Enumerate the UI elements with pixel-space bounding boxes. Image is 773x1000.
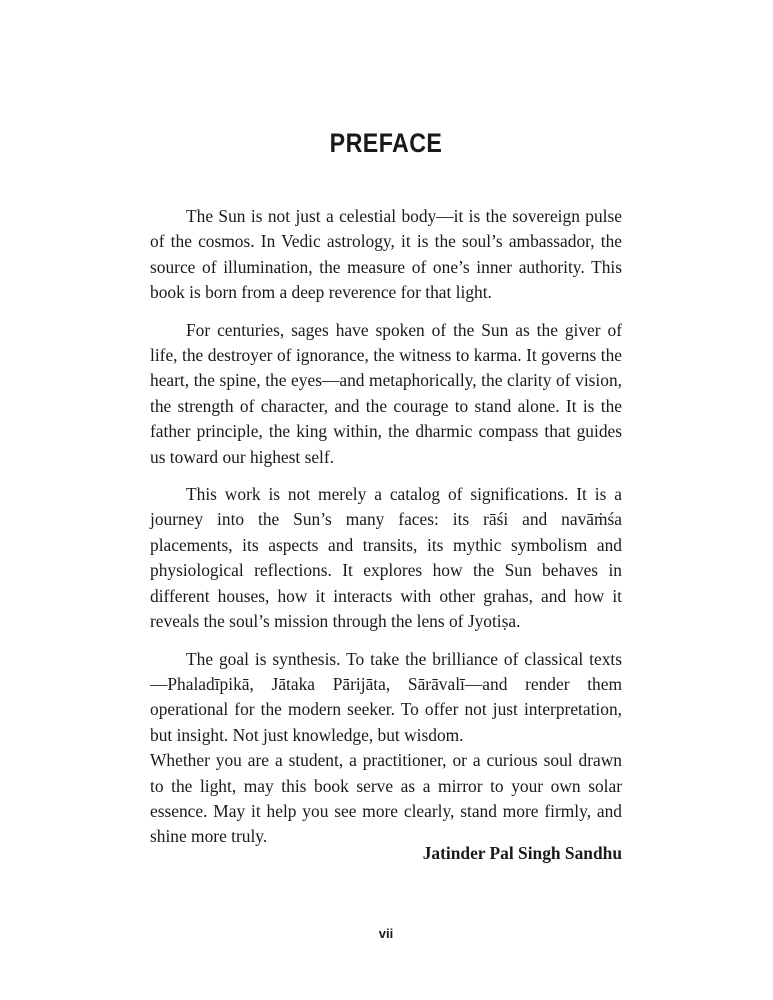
preface-body [150, 204, 622, 850]
paragraph-3: This work is not merely a catalog of significations. It is a journey into the Sun’s many faces: its rāśi and navāṁśa placements, its aspects and transits, its mythic symbolism and physiological reflections. It explores how the Sun behaves in different houses, how it interacts with other grahas, and how it reveals the soul’s mission through the lens of Jyotiṣa. [150, 484, 622, 632]
paragraph-4: The goal is synthesis. To take the brilliance of classical texts—Phaladīpikā, Jātaka Pārijāta, Sārāvalī—and render them operational for the modern seeker. To offer not just interpretation, but insight. Not just knowledge, but wisdom. [150, 648, 622, 745]
paragraph-1: The Sun is not just a celestial body—it is the sovereign pulse of the cosmos. In Vedic astrology, it is the soul’s ambassador, the source of illumination, the measure of one’s inner authority. This book is born from a deep reverence for that light. [150, 206, 622, 303]
paragraph-2: For centuries, sages have spoken of the Sun as the giver of life, the destroyer of ignorance, the witness to karma. It governs the heart, the spine, the eyes—and metaphorically, the clarity of vision, the strength of character, and the courage to stand alone. It is the father principle, the king within, the dharmic compass that guides us toward our highest self. [150, 319, 622, 467]
book-page [150, 0, 622, 1000]
page-title: PREFACE [329, 128, 443, 158]
page-number: vii [378, 926, 394, 941]
author-signature: Jatinder Pal Singh Sandhu [422, 843, 622, 863]
paragraph-5: Whether you are a student, a practitioner, or a curious soul drawn to the light, may this book serve as a mirror to your own solar essence. May it help you see more clearly, stand more firmly, and shine more truly. [150, 750, 622, 847]
